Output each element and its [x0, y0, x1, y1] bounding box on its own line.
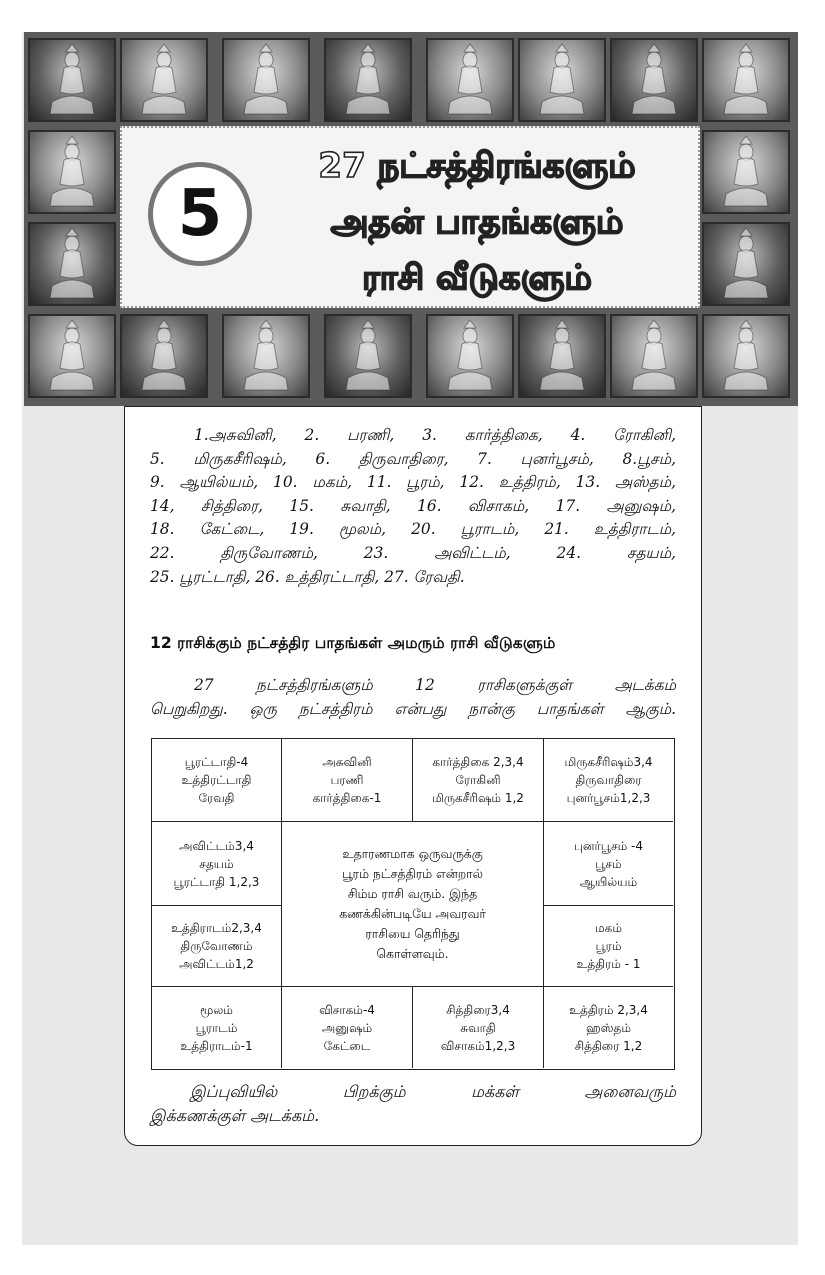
chapter-title-line: 27 நட்சத்திரங்களும்	[318, 146, 636, 186]
section-heading: 12 ராசிக்கும் நட்சத்திர பாதங்கள் அமரும் ராசி வீடுகளும்	[150, 634, 556, 652]
deity-icon	[28, 38, 116, 122]
deity-icon	[610, 314, 698, 398]
nakshatra-list-paragraph	[150, 424, 676, 589]
rasi-cell	[152, 987, 282, 1068]
deity-icon	[702, 222, 790, 306]
cell-line: திருவாதிரை	[575, 773, 642, 787]
chapter-title-line: ராசி வீடுகளும்	[362, 258, 592, 298]
rasi-cell	[282, 739, 413, 822]
deity-icon	[28, 314, 116, 398]
deity-icon	[120, 314, 208, 398]
rasi-cell	[544, 906, 673, 987]
cell-line: ஆயில்யம்	[579, 874, 638, 889]
cell-line: பரணி	[330, 773, 364, 787]
rasi-cell	[282, 987, 413, 1068]
cell-line: பூராடம்	[195, 1020, 238, 1035]
deity-icon	[28, 130, 116, 214]
deity-icon	[222, 38, 310, 122]
cell-line: பூரட்டாதி 1,2,3	[173, 874, 260, 889]
rasi-cell	[413, 987, 544, 1068]
deity-icon	[702, 130, 790, 214]
paragraph-line: இப்புவியில் பிறக்கும் மக்கள் அனைவரும்	[190, 1082, 676, 1101]
cell-line: கேட்டை	[323, 1038, 371, 1053]
banner-title-panel	[120, 126, 700, 308]
paragraph-line: 5. மிருகசீரிஷம், 6. திருவாதிரை, 7. புனர்பூசம், 8.பூசம்,	[150, 449, 676, 468]
paragraph-line: 22. திருவோணம், 23. அவிட்டம், 24. சதயம்,	[150, 543, 676, 562]
rasi-chart-grid	[151, 738, 675, 1070]
cell-line: சுவாதி	[460, 1020, 496, 1035]
cell-line: பூரட்டாதி-4	[184, 755, 249, 769]
example-note	[282, 822, 544, 987]
cell-line: ஹஸ்தம்	[585, 1020, 632, 1035]
cell-line: புனர்பூசம் -4	[573, 838, 644, 853]
cell-line: கார்த்திகை-1	[312, 791, 382, 805]
paragraph-line: இக்கணக்குள் அடக்கம்.	[150, 1105, 320, 1125]
cell-line: மகம்	[595, 921, 622, 935]
cell-line: உத்திரட்டாதி	[181, 773, 252, 787]
rasi-cell	[152, 739, 282, 822]
paragraph-line: 1.அசுவினி, 2. பரணி, 3. கார்த்திகை, 4. ரோகினி,	[194, 426, 676, 444]
paragraph-line: பெறுகிறது. ஒரு நட்சத்திரம் என்பது நான்கு பாதங்கள் ஆகும்.	[150, 699, 676, 718]
deity-icon	[426, 38, 514, 122]
rasi-cell	[544, 987, 673, 1068]
deity-icon	[518, 38, 606, 122]
cell-line: மிருகசீரிஷம் 1,2	[432, 791, 524, 805]
cell-line: அனுஷம்	[321, 1020, 373, 1035]
deity-icon	[610, 38, 698, 122]
chapter-title	[262, 138, 692, 306]
rasi-cell	[413, 739, 544, 822]
cell-line: திருவோணம்	[180, 939, 253, 953]
deity-icon	[702, 38, 790, 122]
rasi-cell	[152, 906, 282, 987]
paragraph-line: 14, சித்திரை, 15. சுவாதி, 16. விசாகம், 17. அனுஷம்,	[150, 496, 676, 515]
cell-line: உத்திரம் - 1	[576, 957, 641, 971]
cell-line: உத்திராடம்2,3,4	[171, 921, 262, 935]
paragraph-line: 18. கேட்டை, 19. மூலம், 20. பூராடம், 21. உத்திராடம்,	[150, 520, 676, 539]
paragraph-line: 9. ஆயில்யம், 10. மகம், 11. பூரம், 12. உத்திரம், 13. அஸ்தம்,	[150, 473, 676, 492]
rasi-intro-paragraph	[150, 674, 676, 721]
deity-icon	[702, 314, 790, 398]
cell-line: கார்த்திகை 2,3,4	[432, 755, 524, 769]
cell-line: பூசம்	[595, 856, 622, 871]
chapter-title-line: அதன் பாதங்களும்	[330, 202, 624, 242]
note-line: கணக்கின்படியே அவரவர்	[339, 906, 486, 921]
paragraph-line: 27 நட்சத்திரங்களும் 12 ராசிகளுக்குள் அடக்கம்	[194, 676, 676, 694]
cell-line: அசுவினி	[322, 755, 372, 769]
deity-icon	[120, 38, 208, 122]
note-line: ராசியை தெரிந்து	[365, 926, 460, 941]
note-line: கொள்ளவும்.	[376, 946, 449, 961]
cell-line: மிருகசீரிஷம்3,4	[564, 755, 653, 769]
paragraph-line: 25. பூரட்டாதி, 26. உத்திரட்டாதி, 27. ரேவதி.	[150, 567, 465, 586]
closing-paragraph	[150, 1080, 676, 1127]
deity-icon	[222, 314, 310, 398]
note-line: பூரம் நட்சத்திரம் என்றால்	[342, 866, 483, 881]
rasi-cell	[152, 822, 282, 906]
deity-icon	[426, 314, 514, 398]
cell-line: ரேவதி	[198, 791, 235, 805]
cell-line: விசாகம்1,2,3	[440, 1038, 516, 1053]
cell-line: உத்திராடம்-1	[180, 1038, 253, 1053]
cell-line: ரோகினி	[455, 773, 501, 787]
chapter-banner	[24, 32, 798, 406]
cell-line: பூரம்	[595, 939, 622, 953]
note-line: சிம்ம ராசி வரும். இந்த	[347, 886, 478, 901]
rasi-cell	[544, 822, 673, 906]
cell-line: விசாகம்-4	[319, 1002, 375, 1017]
cell-line: அவிட்டம்3,4	[179, 838, 254, 853]
cell-line: சித்திரை3,4	[446, 1002, 510, 1017]
cell-line: உத்திரம் 2,3,4	[569, 1002, 648, 1017]
cell-line: மூலம்	[200, 1002, 233, 1017]
deity-icon	[28, 222, 116, 306]
note-line: உதாரணமாக ஒருவருக்கு	[342, 846, 483, 861]
deity-icon	[518, 314, 606, 398]
deity-icon	[324, 38, 412, 122]
cell-line: புனர்பூசம்1,2,3	[566, 791, 651, 805]
deity-icon	[324, 314, 412, 398]
chapter-number: 5	[148, 162, 252, 266]
cell-line: சித்திரை 1,2	[574, 1038, 643, 1053]
rasi-cell	[544, 739, 673, 822]
cell-line: அவிட்டம்1,2	[179, 957, 254, 971]
cell-line: சதயம்	[199, 856, 234, 871]
